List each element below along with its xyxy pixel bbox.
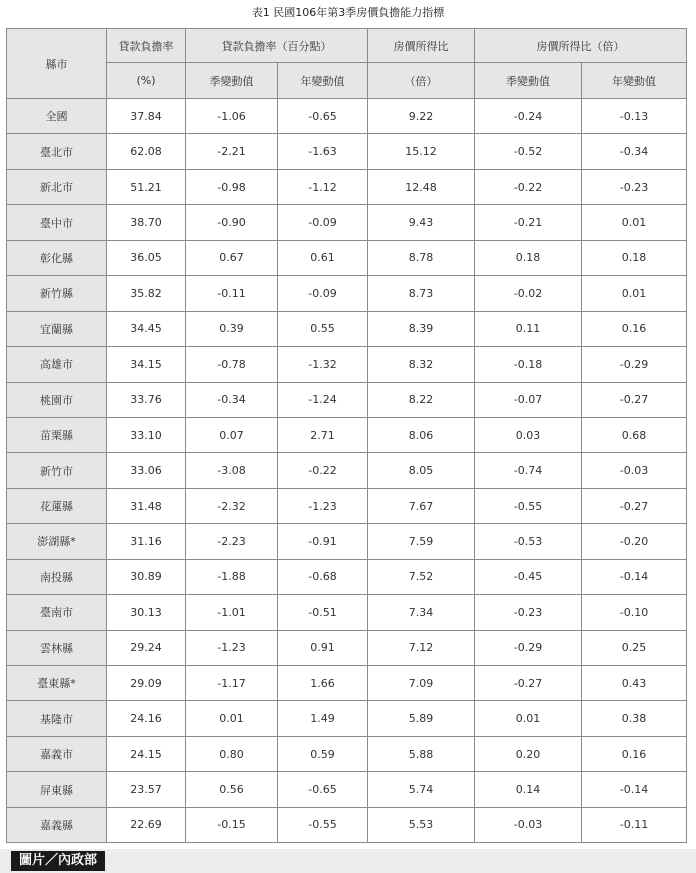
loan-year-change-cell: 0.61: [278, 240, 368, 275]
county-cell: 臺北市: [7, 134, 107, 169]
pir-quarter-change-cell: -0.02: [475, 276, 582, 311]
loan-year-change-cell: -0.22: [278, 453, 368, 488]
pir-quarter-change-cell: -0.18: [475, 347, 582, 382]
pir-year-change-cell: -0.27: [582, 382, 687, 417]
pir-year-change-cell: -0.20: [582, 524, 687, 559]
loan-quarter-change-cell: -0.90: [186, 205, 278, 240]
header-loan-change-group: 貸款負擔率（百分點）: [186, 29, 368, 63]
loan-quarter-change-cell: -2.23: [186, 524, 278, 559]
pir-year-change-cell: 0.01: [582, 276, 687, 311]
pir-year-change-cell: 0.01: [582, 205, 687, 240]
image-credit: 圖片／內政部: [11, 851, 105, 871]
pir-year-change-cell: -0.23: [582, 169, 687, 204]
loan-quarter-change-cell: 0.39: [186, 311, 278, 346]
county-cell: 南投縣: [7, 559, 107, 594]
pir-quarter-change-cell: -0.07: [475, 382, 582, 417]
loan-ratio-cell: 33.06: [107, 453, 186, 488]
price-income-cell: 8.39: [368, 311, 475, 346]
pir-year-change-cell: -0.29: [582, 347, 687, 382]
county-cell: 新北市: [7, 169, 107, 204]
table-row: [7, 205, 687, 240]
pir-year-change-cell: 0.18: [582, 240, 687, 275]
loan-ratio-cell: 29.24: [107, 630, 186, 665]
pir-year-change-cell: -0.34: [582, 134, 687, 169]
table-row: [7, 701, 687, 736]
table-row: [7, 134, 687, 169]
price-income-cell: 7.12: [368, 630, 475, 665]
loan-quarter-change-cell: 0.67: [186, 240, 278, 275]
pir-year-change-cell: 0.25: [582, 630, 687, 665]
loan-year-change-cell: -1.24: [278, 382, 368, 417]
table-row: [7, 524, 687, 559]
pir-quarter-change-cell: -0.21: [475, 205, 582, 240]
pir-year-change-cell: 0.16: [582, 736, 687, 771]
price-income-cell: 8.22: [368, 382, 475, 417]
loan-quarter-change-cell: -1.23: [186, 630, 278, 665]
pir-quarter-change-cell: -0.27: [475, 666, 582, 701]
loan-quarter-change-cell: -0.98: [186, 169, 278, 204]
header-loan-quarter-change: 季變動值: [186, 63, 278, 99]
loan-quarter-change-cell: -1.01: [186, 595, 278, 630]
loan-year-change-cell: -1.63: [278, 134, 368, 169]
table-row: [7, 169, 687, 204]
pir-year-change-cell: -0.27: [582, 488, 687, 523]
pir-quarter-change-cell: -0.22: [475, 169, 582, 204]
loan-quarter-change-cell: -2.32: [186, 488, 278, 523]
pir-year-change-cell: 0.43: [582, 666, 687, 701]
price-income-cell: 9.22: [368, 99, 475, 134]
county-cell: 新竹市: [7, 453, 107, 488]
county-cell: 彰化縣: [7, 240, 107, 275]
loan-quarter-change-cell: -1.17: [186, 666, 278, 701]
county-cell: 高雄市: [7, 347, 107, 382]
county-cell: 臺中市: [7, 205, 107, 240]
header-pir-quarter-change: 季變動值: [475, 63, 582, 99]
county-cell: 嘉義市: [7, 736, 107, 771]
header-county: 縣市: [7, 29, 107, 99]
header-loan-year-change: 年變動值: [278, 63, 368, 99]
table-row: [7, 630, 687, 665]
loan-quarter-change-cell: 0.80: [186, 736, 278, 771]
price-income-cell: 8.05: [368, 453, 475, 488]
loan-ratio-cell: 24.16: [107, 701, 186, 736]
loan-year-change-cell: 1.49: [278, 701, 368, 736]
pir-quarter-change-cell: -0.24: [475, 99, 582, 134]
loan-ratio-cell: 33.10: [107, 417, 186, 452]
loan-quarter-change-cell: -0.15: [186, 807, 278, 842]
loan-year-change-cell: 0.55: [278, 311, 368, 346]
county-cell: 新竹縣: [7, 276, 107, 311]
loan-ratio-cell: 22.69: [107, 807, 186, 842]
loan-quarter-change-cell: 0.56: [186, 772, 278, 807]
price-income-cell: 9.43: [368, 205, 475, 240]
county-cell: 桃園市: [7, 382, 107, 417]
header-price-income-unit: （倍）: [368, 63, 475, 99]
table-title: 表1 民國106年第3季房價負擔能力指標: [251, 6, 445, 19]
loan-ratio-cell: 30.13: [107, 595, 186, 630]
pir-year-change-cell: -0.14: [582, 772, 687, 807]
loan-year-change-cell: 0.59: [278, 736, 368, 771]
pir-quarter-change-cell: 0.14: [475, 772, 582, 807]
county-cell: 臺東縣*: [7, 666, 107, 701]
loan-year-change-cell: -1.23: [278, 488, 368, 523]
table-row: [7, 347, 687, 382]
loan-year-change-cell: -0.65: [278, 99, 368, 134]
county-cell: 宜蘭縣: [7, 311, 107, 346]
pir-quarter-change-cell: 0.03: [475, 417, 582, 452]
pir-quarter-change-cell: 0.01: [475, 701, 582, 736]
county-cell: 花蓮縣: [7, 488, 107, 523]
price-income-cell: 12.48: [368, 169, 475, 204]
loan-quarter-change-cell: -3.08: [186, 453, 278, 488]
pir-year-change-cell: 0.16: [582, 311, 687, 346]
pir-quarter-change-cell: -0.23: [475, 595, 582, 630]
county-cell: 雲林縣: [7, 630, 107, 665]
loan-quarter-change-cell: -0.11: [186, 276, 278, 311]
loan-quarter-change-cell: 0.01: [186, 701, 278, 736]
price-income-cell: 8.73: [368, 276, 475, 311]
price-income-cell: 7.59: [368, 524, 475, 559]
loan-year-change-cell: -0.68: [278, 559, 368, 594]
table-row: [7, 417, 687, 452]
price-income-cell: 5.88: [368, 736, 475, 771]
pir-quarter-change-cell: -0.53: [475, 524, 582, 559]
table-row: [7, 772, 687, 807]
loan-ratio-cell: 62.08: [107, 134, 186, 169]
table-row: [7, 559, 687, 594]
pir-year-change-cell: -0.11: [582, 807, 687, 842]
price-income-cell: 7.34: [368, 595, 475, 630]
loan-ratio-cell: 31.16: [107, 524, 186, 559]
loan-year-change-cell: -0.65: [278, 772, 368, 807]
loan-year-change-cell: -0.55: [278, 807, 368, 842]
table-row: [7, 453, 687, 488]
county-cell: 澎湖縣*: [7, 524, 107, 559]
loan-ratio-cell: 33.76: [107, 382, 186, 417]
table-row: [7, 666, 687, 701]
pir-quarter-change-cell: 0.11: [475, 311, 582, 346]
header-price-income: 房價所得比: [368, 29, 475, 63]
table-row: [7, 488, 687, 523]
pir-year-change-cell: -0.14: [582, 559, 687, 594]
pir-year-change-cell: -0.10: [582, 595, 687, 630]
loan-ratio-cell: 38.70: [107, 205, 186, 240]
pir-year-change-cell: -0.13: [582, 99, 687, 134]
pir-quarter-change-cell: -0.55: [475, 488, 582, 523]
price-income-cell: 8.78: [368, 240, 475, 275]
pir-quarter-change-cell: -0.03: [475, 807, 582, 842]
price-income-cell: 7.67: [368, 488, 475, 523]
table-row: [7, 276, 687, 311]
table-row: [7, 382, 687, 417]
loan-year-change-cell: -0.51: [278, 595, 368, 630]
header-loan-ratio: 貸款負擔率: [107, 29, 186, 63]
loan-year-change-cell: 2.71: [278, 417, 368, 452]
loan-year-change-cell: -1.32: [278, 347, 368, 382]
loan-ratio-cell: 36.05: [107, 240, 186, 275]
table-row: [7, 311, 687, 346]
header-pir-change-group: 房價所得比（倍）: [475, 29, 687, 63]
loan-year-change-cell: -0.91: [278, 524, 368, 559]
county-cell: 臺南市: [7, 595, 107, 630]
table-row: [7, 240, 687, 275]
county-cell: 基隆市: [7, 701, 107, 736]
loan-year-change-cell: -0.09: [278, 205, 368, 240]
table-row: [7, 99, 687, 134]
price-income-cell: 8.32: [368, 347, 475, 382]
county-cell: 屏東縣: [7, 772, 107, 807]
price-income-cell: 7.09: [368, 666, 475, 701]
loan-quarter-change-cell: -1.88: [186, 559, 278, 594]
loan-quarter-change-cell: 0.07: [186, 417, 278, 452]
county-cell: 苗栗縣: [7, 417, 107, 452]
pir-quarter-change-cell: 0.20: [475, 736, 582, 771]
pir-year-change-cell: 0.38: [582, 701, 687, 736]
loan-ratio-cell: 34.45: [107, 311, 186, 346]
loan-ratio-cell: 37.84: [107, 99, 186, 134]
loan-year-change-cell: -0.09: [278, 276, 368, 311]
pir-quarter-change-cell: -0.29: [475, 630, 582, 665]
price-income-cell: 15.12: [368, 134, 475, 169]
loan-year-change-cell: 1.66: [278, 666, 368, 701]
pir-quarter-change-cell: -0.52: [475, 134, 582, 169]
loan-ratio-cell: 34.15: [107, 347, 186, 382]
pir-year-change-cell: -0.03: [582, 453, 687, 488]
loan-quarter-change-cell: -1.06: [186, 99, 278, 134]
table-row: [7, 807, 687, 842]
loan-ratio-cell: 23.57: [107, 772, 186, 807]
price-income-cell: 5.74: [368, 772, 475, 807]
price-income-cell: 5.89: [368, 701, 475, 736]
pir-year-change-cell: 0.68: [582, 417, 687, 452]
loan-ratio-cell: 30.89: [107, 559, 186, 594]
loan-ratio-cell: 29.09: [107, 666, 186, 701]
price-income-cell: 7.52: [368, 559, 475, 594]
county-cell: 全國: [7, 99, 107, 134]
loan-quarter-change-cell: -0.78: [186, 347, 278, 382]
loan-ratio-cell: 31.48: [107, 488, 186, 523]
header-pir-year-change: 年變動值: [582, 63, 687, 99]
price-income-cell: 5.53: [368, 807, 475, 842]
loan-ratio-cell: 24.15: [107, 736, 186, 771]
table-body: [7, 99, 687, 843]
county-cell: 嘉義縣: [7, 807, 107, 842]
header-loan-ratio-unit: (%): [107, 63, 186, 99]
pir-quarter-change-cell: 0.18: [475, 240, 582, 275]
loan-year-change-cell: 0.91: [278, 630, 368, 665]
loan-quarter-change-cell: -0.34: [186, 382, 278, 417]
table-row: [7, 736, 687, 771]
pir-quarter-change-cell: -0.45: [475, 559, 582, 594]
loan-ratio-cell: 35.82: [107, 276, 186, 311]
loan-ratio-cell: 51.21: [107, 169, 186, 204]
housing-affordability-table: [6, 28, 687, 843]
pir-quarter-change-cell: -0.74: [475, 453, 582, 488]
loan-year-change-cell: -1.12: [278, 169, 368, 204]
table-row: [7, 595, 687, 630]
loan-quarter-change-cell: -2.21: [186, 134, 278, 169]
price-income-cell: 8.06: [368, 417, 475, 452]
